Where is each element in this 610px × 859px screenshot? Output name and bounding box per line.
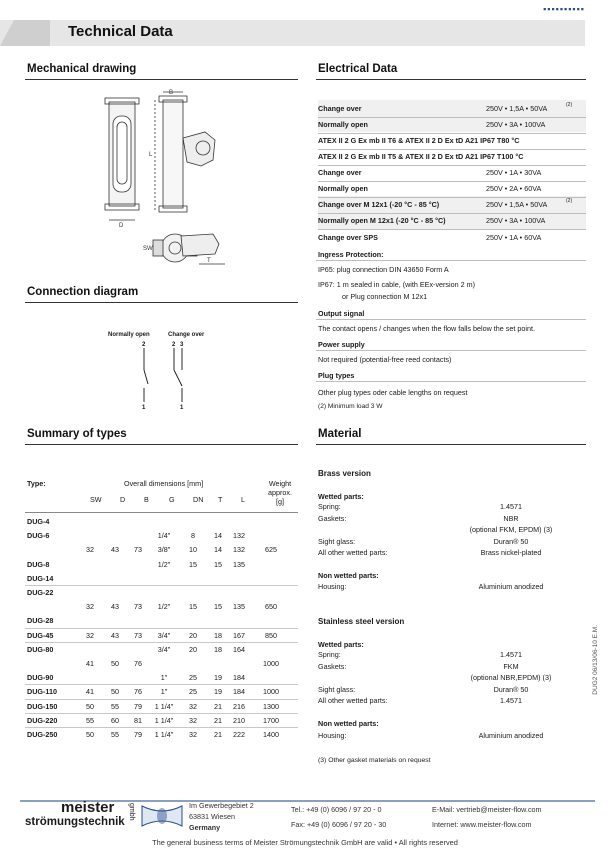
table-row bbox=[25, 515, 298, 529]
type-label: Type: bbox=[27, 479, 46, 488]
value-cell: 210 bbox=[233, 715, 245, 725]
electrical-row bbox=[318, 136, 586, 147]
weight-unit: [g] bbox=[276, 497, 284, 506]
material-value: 1.4571 bbox=[500, 650, 522, 659]
value-cell: 1/2" bbox=[157, 559, 171, 569]
type-cell: DUG-150 bbox=[27, 701, 58, 711]
summary-heading: Summary of types bbox=[27, 428, 127, 440]
table-row bbox=[25, 728, 298, 742]
table-row bbox=[25, 586, 298, 600]
value-cell: 14 bbox=[214, 545, 222, 555]
value-cell: 15 bbox=[189, 559, 197, 569]
plug-title: Plug types bbox=[318, 371, 355, 380]
fax: Fax: +49 (0) 6096 / 97 20 - 30 bbox=[291, 820, 387, 829]
value-cell: 15 bbox=[189, 602, 197, 612]
material-row bbox=[318, 514, 586, 524]
value-cell: 21 bbox=[214, 701, 222, 711]
electrical-label: Change over SPS bbox=[318, 233, 378, 242]
pin-label: 1 bbox=[180, 405, 184, 410]
brass-wetted-title: Wetted parts: bbox=[318, 492, 364, 501]
type-cell: DUG-90 bbox=[27, 673, 54, 683]
divider bbox=[25, 79, 298, 80]
divider bbox=[316, 79, 586, 80]
material-value: Brass nickel-plated bbox=[480, 548, 542, 557]
material-value: 1.4571 bbox=[500, 502, 522, 511]
col-d: D bbox=[120, 495, 126, 504]
ip67-text-2: or Plug connection M 12x1 bbox=[342, 292, 428, 301]
housing-key: Housing: bbox=[318, 582, 347, 591]
dim-label-t: T bbox=[207, 258, 211, 264]
housing-value: Aluminium anodized bbox=[478, 731, 544, 740]
divider bbox=[318, 149, 586, 150]
header-corner-graphic bbox=[0, 20, 50, 46]
type-cell: DUG-110 bbox=[27, 687, 57, 697]
table-row bbox=[25, 629, 298, 643]
address-line-1: Im Gewerbegebiet 2 bbox=[189, 801, 254, 810]
value-cell: 43 bbox=[111, 545, 119, 555]
type-cell: DUG-220 bbox=[27, 715, 58, 725]
electrical-row bbox=[318, 200, 586, 211]
table-row bbox=[25, 600, 298, 614]
pin-label: 1 bbox=[142, 405, 146, 410]
dim-label-d: D bbox=[119, 223, 124, 229]
divider bbox=[318, 181, 586, 182]
value-cell: 3/8" bbox=[157, 545, 171, 555]
brand-gmbh: gmbh bbox=[128, 803, 135, 821]
value-cell: 32 bbox=[86, 545, 94, 555]
overall-dimensions-label: Overall dimensions [mm] bbox=[124, 479, 204, 488]
electrical-data-heading: Electrical Data bbox=[318, 63, 398, 75]
value-cell: 3/4" bbox=[157, 630, 171, 640]
value-cell: 1" bbox=[160, 687, 168, 697]
ip65-text: IP65: plug connection DIN 43650 Form A bbox=[318, 265, 449, 274]
material-row bbox=[318, 650, 586, 660]
divider bbox=[316, 260, 586, 261]
value-cell: 3/4" bbox=[157, 644, 171, 654]
electrical-value: 250V • 1A • 60VA bbox=[486, 233, 542, 242]
value-cell: 20 bbox=[189, 644, 197, 654]
power-text: Not required (potential-free reed contacts) bbox=[318, 355, 452, 364]
material-row bbox=[318, 662, 586, 672]
electrical-row bbox=[318, 152, 586, 163]
value-cell: 73 bbox=[134, 630, 142, 640]
weight-label: Weight bbox=[268, 479, 292, 488]
material-row bbox=[318, 673, 586, 683]
electrical-label: ATEX II 2 G Ex mb II T6 & ATEX II 2 D Ex tD A21 IP67 T80 °C bbox=[318, 136, 520, 145]
mechanical-drawing-heading: Mechanical drawing bbox=[27, 63, 137, 75]
electrical-value: 250V • 2A • 60VA bbox=[486, 184, 542, 193]
value-cell: 25 bbox=[189, 673, 197, 683]
divider bbox=[318, 197, 586, 198]
value-cell: 50 bbox=[86, 701, 94, 711]
material-key: Sight glass: bbox=[318, 684, 356, 694]
value-cell: 132 bbox=[233, 545, 245, 555]
connection-diagram-heading: Connection diagram bbox=[27, 286, 139, 298]
weight-header bbox=[262, 479, 298, 506]
material-key: Spring: bbox=[318, 650, 341, 659]
value-cell: 20 bbox=[189, 630, 197, 640]
value-cell: 18 bbox=[214, 644, 222, 654]
electrical-label: ATEX II 2 G Ex mb II T5 & ATEX II 2 D Ex tD A21 IP67 T100 °C bbox=[318, 152, 524, 161]
material-row bbox=[318, 537, 586, 547]
value-cell: 19 bbox=[214, 687, 222, 697]
value-cell: 8 bbox=[191, 531, 195, 541]
value-cell: 19 bbox=[214, 673, 222, 683]
electrical-value: 250V • 1,5A • 50VA bbox=[486, 200, 548, 209]
col-t: T bbox=[218, 495, 223, 504]
divider bbox=[318, 165, 586, 166]
housing-key: Housing: bbox=[318, 731, 347, 740]
value-cell: 43 bbox=[111, 630, 119, 640]
value-cell: 1/2" bbox=[157, 602, 171, 612]
value-cell: 15 bbox=[214, 559, 222, 569]
electrical-label: Normally open bbox=[318, 120, 368, 129]
email-link[interactable]: E-Mail: vertrieb@meister-flow.com bbox=[432, 805, 542, 814]
logo-flow-icon bbox=[140, 802, 184, 830]
electrical-label: Normally open bbox=[318, 184, 368, 193]
page-title: Technical Data bbox=[68, 23, 173, 40]
material-row bbox=[318, 696, 586, 706]
brand-logo-line2: strömungstechnik bbox=[25, 816, 125, 828]
value-cell: 1/4" bbox=[157, 531, 171, 541]
col-sw: SW bbox=[90, 495, 102, 504]
value-cell: 50 bbox=[111, 659, 119, 668]
normally-open-label: Normally open bbox=[108, 332, 150, 338]
electrical-value: 250V • 3A • 100VA bbox=[486, 120, 546, 129]
material-value: (optional FKM, EPDM) (3) bbox=[469, 525, 553, 534]
electrical-row bbox=[318, 233, 586, 244]
value-cell: 850 bbox=[265, 630, 277, 640]
divider bbox=[316, 444, 586, 445]
divider bbox=[318, 213, 586, 214]
output-text: The contact opens / changes when the flow falls below the set point. bbox=[318, 324, 535, 333]
ss-wetted-list bbox=[318, 650, 586, 710]
value-cell: 32 bbox=[189, 730, 197, 739]
material-heading: Material bbox=[318, 428, 362, 440]
col-g: G bbox=[169, 495, 175, 504]
value-cell: 184 bbox=[233, 673, 245, 683]
ss-wetted-title: Wetted parts: bbox=[318, 640, 364, 649]
value-cell: 73 bbox=[134, 545, 142, 555]
material-row bbox=[318, 525, 586, 535]
value-cell: 167 bbox=[233, 630, 245, 640]
ss-housing-row bbox=[318, 731, 586, 741]
value-cell: 15 bbox=[214, 602, 222, 612]
plug-text: Other plug types oder cable lengths on request bbox=[318, 388, 468, 397]
table-row bbox=[25, 657, 298, 671]
material-key: Gaskets: bbox=[318, 661, 347, 671]
material-value: 1.4571 bbox=[500, 696, 522, 705]
electrical-row bbox=[318, 216, 586, 227]
type-cell: DUG-6 bbox=[27, 531, 50, 541]
value-cell: 1300 bbox=[263, 701, 279, 711]
material-key: Sight glass: bbox=[318, 536, 356, 546]
material-key: Gaskets: bbox=[318, 513, 347, 523]
type-cell: DUG-22 bbox=[27, 588, 54, 597]
pin-label: 2 bbox=[172, 342, 176, 348]
electrical-value: 250V • 1A • 30VA bbox=[486, 168, 542, 177]
electrical-row bbox=[318, 168, 586, 179]
telephone: Tel.: +49 (0) 6096 / 97 20 - 0 bbox=[291, 805, 382, 814]
table-row bbox=[25, 529, 298, 543]
value-cell: 14 bbox=[214, 531, 222, 541]
table-row bbox=[25, 714, 298, 728]
electrical-label: Change over M 12x1 (-20 °C - 85 °C) bbox=[318, 200, 440, 209]
ss-nonwetted-title: Non wetted parts: bbox=[318, 719, 379, 728]
value-cell: 135 bbox=[233, 559, 245, 569]
value-cell: 32 bbox=[86, 630, 94, 640]
summary-table bbox=[25, 512, 298, 739]
brass-nonwetted-title: Non wetted parts: bbox=[318, 571, 379, 580]
table-row bbox=[25, 685, 298, 699]
ss-title: Stainless steel version bbox=[318, 617, 405, 626]
table-row bbox=[25, 614, 298, 628]
value-cell: 73 bbox=[134, 602, 142, 612]
type-cell: DUG-4 bbox=[27, 517, 50, 526]
value-cell: 1000 bbox=[263, 687, 279, 697]
value-cell: 79 bbox=[134, 701, 142, 711]
divider bbox=[318, 117, 586, 118]
value-cell: 21 bbox=[214, 730, 222, 739]
electrical-footnote: (2) Minimum load 3 W bbox=[318, 403, 383, 410]
value-cell: 164 bbox=[233, 644, 245, 654]
col-dn: DN bbox=[193, 495, 204, 504]
material-value: Duran® 50 bbox=[493, 536, 529, 546]
col-b: B bbox=[144, 495, 149, 504]
material-value: Duran® 50 bbox=[493, 684, 529, 694]
dim-label-b: B bbox=[169, 90, 174, 96]
housing-value: Aluminium anodized bbox=[478, 582, 544, 591]
value-cell: 21 bbox=[214, 715, 222, 725]
value-cell: 1400 bbox=[263, 730, 279, 739]
ip67-text: IP67: 1 m sealed in cable, (with EEx-version 2 m) bbox=[318, 280, 475, 289]
col-l: L bbox=[241, 495, 245, 504]
electrical-row bbox=[318, 120, 586, 131]
value-cell: 32 bbox=[86, 602, 94, 612]
website-link[interactable]: Internet: www.meister-flow.com bbox=[432, 820, 532, 829]
pin-label: 3 bbox=[180, 342, 184, 348]
electrical-label: Normally open M 12x1 (-20 °C - 85 °C) bbox=[318, 216, 446, 225]
value-cell: 76 bbox=[134, 687, 142, 697]
value-cell: 222 bbox=[233, 730, 245, 739]
value-cell: 32 bbox=[189, 715, 197, 725]
divider bbox=[318, 133, 586, 134]
value-cell: 1 1/4" bbox=[154, 701, 174, 711]
divider bbox=[316, 319, 586, 320]
weight-approx: approx. bbox=[268, 488, 292, 497]
electrical-value: 250V • 3A • 100VA bbox=[486, 216, 546, 225]
pin-label: 2 bbox=[142, 342, 146, 348]
value-cell: 43 bbox=[111, 602, 119, 612]
divider bbox=[25, 444, 298, 445]
value-cell: 76 bbox=[134, 659, 142, 668]
divider bbox=[25, 302, 298, 303]
electrical-row bbox=[318, 184, 586, 195]
divider bbox=[318, 229, 586, 230]
table-row bbox=[25, 700, 298, 714]
mechanical-drawing bbox=[95, 88, 245, 278]
material-key: All other wetted parts: bbox=[318, 696, 388, 705]
type-cell: DUG-28 bbox=[27, 616, 54, 626]
address-line-3: Germany bbox=[189, 823, 221, 832]
type-cell: DUG-80 bbox=[27, 644, 54, 654]
type-cell: DUG-45 bbox=[27, 630, 54, 640]
table-row bbox=[25, 572, 298, 586]
divider bbox=[316, 350, 586, 351]
table-row bbox=[25, 643, 298, 657]
value-cell: 1 1/4" bbox=[154, 730, 174, 739]
value-cell: 25 bbox=[189, 687, 197, 697]
value-cell: 1000 bbox=[263, 659, 279, 668]
value-cell: 1" bbox=[160, 673, 168, 683]
connection-diagram bbox=[130, 340, 200, 410]
value-cell: 41 bbox=[86, 659, 94, 668]
brand-logo-line1: meister bbox=[61, 799, 115, 816]
type-cell: DUG-14 bbox=[27, 573, 54, 583]
value-cell: 50 bbox=[86, 730, 94, 739]
value-cell: 625 bbox=[265, 545, 277, 555]
header-decoration: ▪▪▪▪▪▪▪▪▪▪ bbox=[543, 4, 585, 14]
address-line-2: 63831 Wiesen bbox=[189, 812, 235, 821]
value-cell: 18 bbox=[214, 630, 222, 640]
footnote-marker: (2) bbox=[566, 102, 573, 108]
value-cell: 41 bbox=[86, 687, 94, 697]
value-cell: 55 bbox=[111, 730, 119, 739]
value-cell: 184 bbox=[233, 687, 245, 697]
table-row bbox=[25, 671, 298, 685]
electrical-label: Change over bbox=[318, 104, 362, 113]
value-cell: 50 bbox=[111, 687, 119, 697]
electrical-label: Change over bbox=[318, 168, 362, 177]
value-cell: 1 1/4" bbox=[154, 715, 174, 725]
value-cell: 60 bbox=[111, 715, 119, 725]
electrical-row bbox=[318, 104, 586, 115]
electrical-table bbox=[318, 100, 586, 245]
value-cell: 55 bbox=[86, 715, 94, 725]
material-row bbox=[318, 685, 586, 695]
material-key: All other wetted parts: bbox=[318, 548, 388, 557]
type-cell: DUG-8 bbox=[27, 559, 50, 569]
footnote-marker: (2) bbox=[566, 198, 573, 204]
brass-housing-row bbox=[318, 582, 586, 592]
value-cell: 650 bbox=[265, 602, 277, 612]
electrical-value: 250V • 1,5A • 50VA bbox=[486, 104, 548, 113]
material-value: (optional NBR,EPDM) (3) bbox=[470, 673, 552, 682]
value-cell: 55 bbox=[111, 701, 119, 711]
value-cell: 79 bbox=[134, 730, 142, 739]
brass-title: Brass version bbox=[318, 469, 371, 478]
value-cell: 32 bbox=[189, 701, 197, 711]
change-over-label: Change over bbox=[168, 332, 205, 338]
material-row bbox=[318, 548, 586, 558]
value-cell: 81 bbox=[134, 715, 142, 725]
power-title: Power supply bbox=[318, 340, 365, 349]
dim-label-l: L bbox=[149, 152, 153, 158]
material-key: Spring: bbox=[318, 502, 341, 511]
value-cell: 216 bbox=[233, 701, 245, 711]
value-cell: 1700 bbox=[263, 715, 279, 725]
table-row bbox=[25, 558, 298, 572]
dim-label-sw: SW bbox=[143, 246, 153, 252]
material-footnote: (3) Other gasket materials on request bbox=[318, 757, 431, 764]
material-row bbox=[318, 502, 586, 512]
ingress-title: Ingress Protection: bbox=[318, 250, 384, 259]
divider bbox=[316, 381, 586, 382]
material-value: NBR bbox=[503, 513, 519, 523]
type-cell: DUG-250 bbox=[27, 730, 58, 739]
value-cell: 10 bbox=[189, 545, 197, 555]
output-title: Output signal bbox=[318, 309, 365, 318]
document-reference: DUG2 06/13/06-10 E.M. bbox=[592, 625, 599, 695]
brass-wetted-list bbox=[318, 502, 586, 562]
table-row bbox=[25, 543, 298, 557]
material-value: FKM bbox=[503, 661, 519, 671]
business-terms: The general business terms of Meister Strömungstechnik GmbH are valid • All rights reserved bbox=[152, 838, 458, 847]
value-cell: 132 bbox=[233, 531, 245, 541]
value-cell: 135 bbox=[233, 602, 245, 612]
